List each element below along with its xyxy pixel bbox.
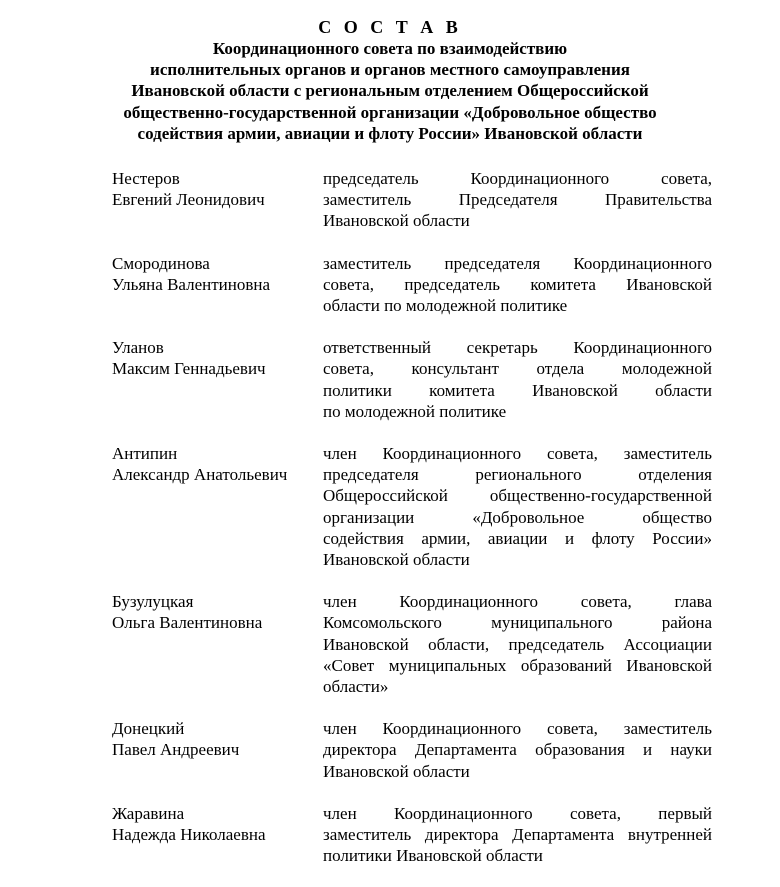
member-name <box>112 337 323 422</box>
member-given-name: Ольга Валентиновна <box>112 613 263 633</box>
subtitle-line: содействия армии, авиации и флоту России» Ивановской области <box>137 123 643 143</box>
role-line: совета, консультант отдела молодежной <box>323 359 712 379</box>
member-surname: Бузулуцкая <box>112 592 194 612</box>
role-line: политики Ивановской области <box>323 846 543 866</box>
role-line: заместитель директора Департамента внутренней <box>323 825 712 845</box>
member-name <box>112 253 323 317</box>
member-entry <box>112 718 712 782</box>
member-surname: Антипин <box>112 444 178 464</box>
member-surname: Уланов <box>112 338 164 358</box>
member-given-name: Евгений Леонидович <box>112 190 265 210</box>
member-role <box>323 718 712 782</box>
member-role <box>323 337 712 422</box>
member-name <box>112 591 323 697</box>
subtitle-line: общественно-государственной организации «Добровольное общество <box>123 102 657 122</box>
role-line: член Координационного совета, заместитель <box>323 719 712 739</box>
member-role <box>323 168 712 232</box>
subtitle-line: Ивановской области с региональным отделением Общероссийской <box>131 81 649 101</box>
member-role <box>323 803 712 867</box>
member-surname: Жаравина <box>112 803 185 823</box>
member-surname: Смородинова <box>112 253 210 273</box>
role-line: по молодежной политике <box>323 401 507 421</box>
document-subtitle <box>60 38 720 144</box>
member-surname: Донецкий <box>112 719 185 739</box>
member-name <box>112 718 323 782</box>
member-entry <box>112 253 712 317</box>
member-entry <box>112 591 712 697</box>
subtitle-line: Координационного совета по взаимодействию <box>212 39 568 58</box>
member-given-name: Павел Андреевич <box>112 740 240 760</box>
role-line: заместитель Председателя Правительства <box>323 190 712 210</box>
member-name <box>112 803 323 867</box>
role-line: области по молодежной политике <box>323 296 568 316</box>
member-name <box>112 168 323 232</box>
role-line: Ивановской области <box>323 550 470 570</box>
role-line: Общероссийской общественно-государственной <box>323 486 712 506</box>
member-entry <box>112 803 712 867</box>
role-line: области» <box>323 677 389 697</box>
member-role <box>323 443 712 570</box>
role-line: заместитель председателя Координационного <box>323 253 712 273</box>
member-entry <box>112 443 712 570</box>
role-line: член Координационного совета, глава <box>323 592 712 612</box>
member-given-name: Александр Анатольевич <box>112 465 288 485</box>
role-line: организации «Добровольное общество <box>323 507 712 527</box>
role-line: ответственный секретарь Координационного <box>323 338 712 358</box>
member-given-name: Ульяна Валентиновна <box>112 274 271 294</box>
role-line: «Совет муниципальных образований Ивановской <box>323 655 712 675</box>
role-line: Ивановской области <box>323 761 470 781</box>
member-surname: Нестеров <box>112 169 180 188</box>
role-line: председателя регионального отделения <box>323 465 712 485</box>
member-entry <box>112 337 712 422</box>
member-name <box>112 443 323 570</box>
role-line: содействия армии, авиации и флоту России» <box>323 528 712 548</box>
subtitle-line: исполнительных органов и органов местного самоуправления <box>150 60 630 80</box>
member-role <box>323 591 712 697</box>
role-line: член Координационного совета, первый <box>323 803 712 823</box>
member-given-name: Максим Геннадьевич <box>112 359 266 379</box>
member-role <box>323 253 712 317</box>
role-line: Комсомольского муниципального района <box>323 613 712 633</box>
members-list <box>112 168 712 887</box>
role-line: член Координационного совета, заместитель <box>323 444 712 464</box>
role-line: совета, председатель комитета Ивановской <box>323 274 712 294</box>
role-line: политики комитета Ивановской области <box>323 380 712 400</box>
document-title: С О С Т А В <box>318 17 462 37</box>
member-given-name: Надежда Николаевна <box>112 825 266 845</box>
role-line: директора Департамента образования и науки <box>323 740 712 760</box>
role-line: Ивановской области, председатель Ассоциации <box>323 634 712 654</box>
role-line: председатель Координационного совета, <box>323 169 712 188</box>
role-line: Ивановской области <box>323 211 470 231</box>
member-entry <box>112 168 712 232</box>
